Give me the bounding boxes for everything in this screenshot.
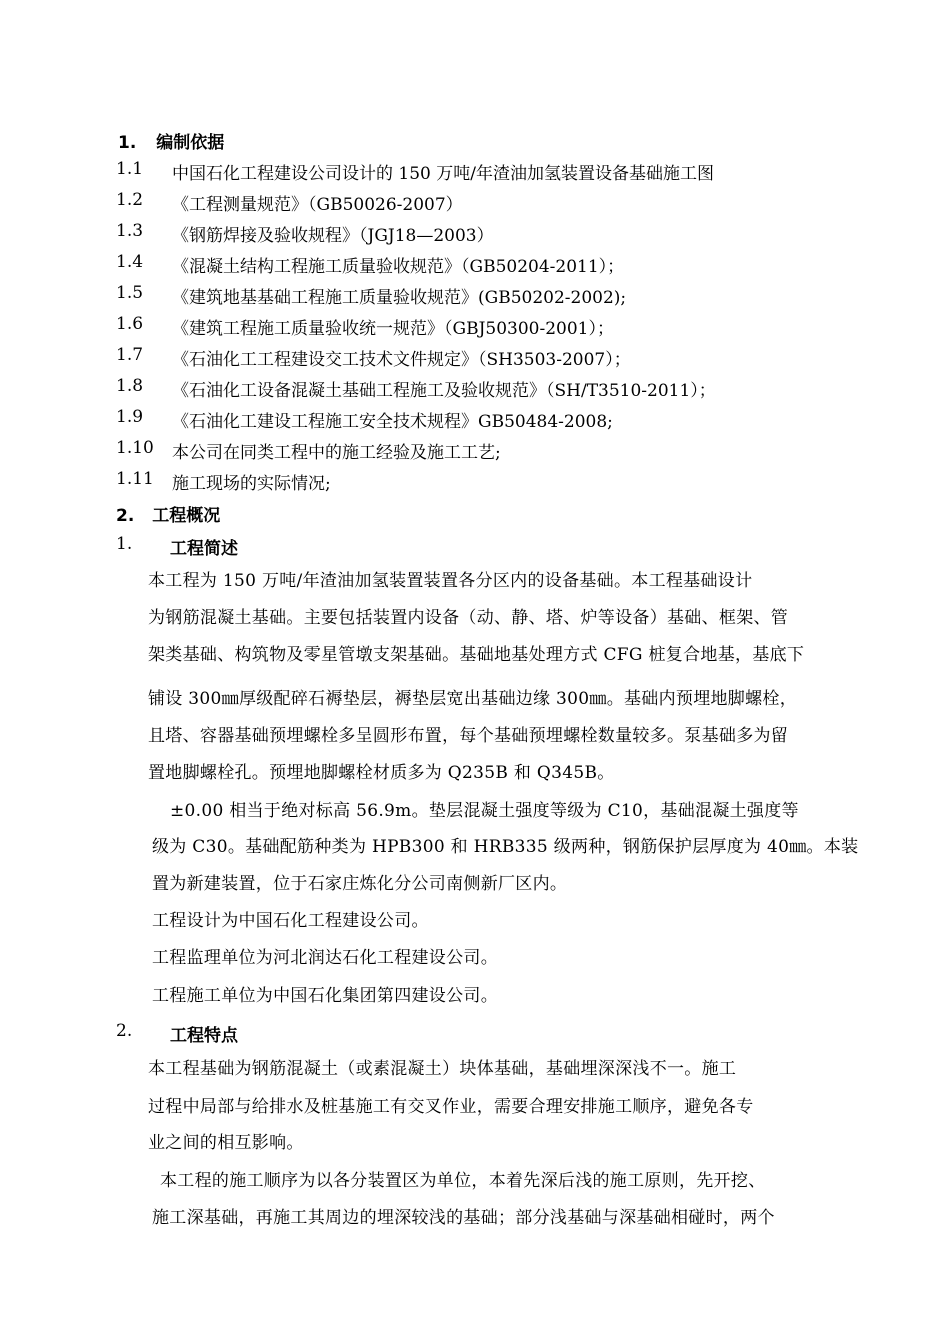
- section-1-title: 编制依据: [156, 133, 225, 153]
- section-2-number: 2.: [116, 506, 135, 526]
- section-2-heading: [116, 501, 220, 526]
- document-page: 1. 编制依据 1.1 中国石化工程建设公司设计的 150 万吨/年渣油加氢装置设备基础施工图 1.2 《工程测量规范》（GB50026-2007） 1.3 《钢筋焊接及验收规程》（JGJ18—2003） 1.4 《混凝土结构工程施工质量验收规范》（GB50204-2011）； 1.5 《建筑地基基础工程施工质量验收规范》(GB50202-2002); 1.6 《建筑工程施工质量验收统一规范》（GBJ50300-2001）； 1.7 《石油化工工程建设交工技术文件规定》（SH3503-2007）； 1.8 《石油化工设备混凝土基础工程施工及验收规范》（SH/T3510-2011）； 1.9 《石油化工建设工程施工安全技术规程》GB50484-2008; 1.10 本公司在同类工程中的施工经验及施工工艺; 1.11 施工现场的实际情况; 2. 工程概况 1. 工程简述 本工程为 150 万吨/年渣油加氢装置装置各分区内的设备基础。本工程基础设计 为钢筋混凝土基础。主要包括装置内设备（动、静、塔、炉等设备）基础、框架、管 架类基础、构筑物及零星管墩支架基础。基础地基处理方式 CFG 桩复合地基，基底下 铺设 300㎜厚级配碎石褥垫层，褥垫层宽出基础边缘 300㎜。基础内预埋地脚螺栓， 且塔、容器基础预埋螺栓多呈圆形布置，每个基础预埋螺栓数量较多。泵基础多为留 置地脚螺栓孔。预埋地脚螺栓材质多为 Q235B 和 Q345B。 ±0.00 相当于绝对标高 56.9m。垫层混凝土强度等级为 C10，基础混凝土强度等 级为 C30。基础配筋种类为 HPB300 和 HRB335 级两种，钢筋保护层厚度为 40㎜。本装 置为新建装置，位于石家庄炼化分公司南侧新厂区内。 工程设计为中国石化工程建设公司。 工程监理单位为河北润达石化工程建设公司。 工程施工单位为中国石化集团第四建设公司。 2. 工程特点 本工程基础为钢筋混凝土（或素混凝土）块体基础，基础埋深深浅不一。施工 过程中局部与给排水及桩基施工有交叉作业，需要合理安排施工顺序，避免各专 业之间的相互影响。 本工程的施工顺序为以各分装置区为单位，本着先深后浅的施工原则，先开挖、 施工深基础，再施工其周边的埋深较浅的基础；部分浅基础与深基础相碰时，两个: [0, 0, 950, 1344]
- section-1-heading: [118, 128, 224, 153]
- section-2-title: 工程概况: [152, 506, 221, 526]
- section-1-number: 1.: [118, 133, 137, 153]
